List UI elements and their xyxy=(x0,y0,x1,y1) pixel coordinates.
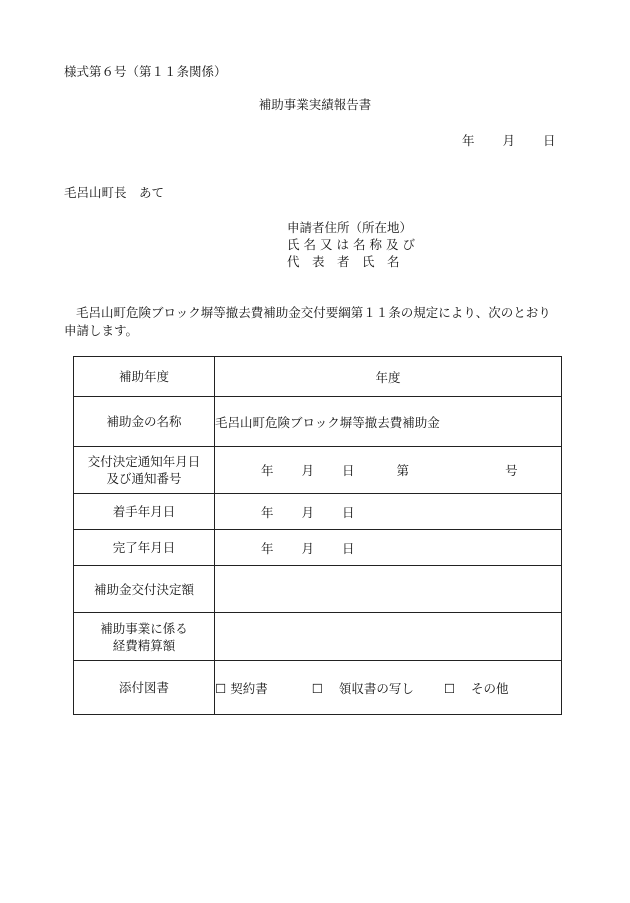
table-row xyxy=(74,357,562,397)
start-day: 日 xyxy=(342,504,355,520)
notice-month: 月 xyxy=(301,463,315,478)
grant-name-value: 毛呂山町危険ブロック塀等撤去費補助金 xyxy=(215,397,562,447)
body-paragraph: 毛呂山町危険ブロック塀等撤去費補助金交付要綱第１１条の規定により、次のとおり申請します。 xyxy=(64,305,551,338)
table-row xyxy=(74,661,562,715)
start-month: 月 xyxy=(301,504,315,520)
attachment-contract-label: 契約書 xyxy=(230,680,268,696)
fiscal-year-field[interactable]: 年度 xyxy=(215,357,562,397)
decision-notice-label-line1: 交付決定通知年月日 xyxy=(87,454,201,469)
start-date-label: 着手年月日 xyxy=(74,494,215,530)
notice-day: 日 xyxy=(342,463,355,478)
table-row xyxy=(74,530,562,566)
applicant-block xyxy=(287,219,419,270)
completion-month: 月 xyxy=(301,540,315,556)
decision-amount-field[interactable] xyxy=(215,566,562,613)
decision-amount-label: 補助金交付決定額 xyxy=(74,566,215,613)
start-date-field[interactable] xyxy=(215,494,562,530)
notice-go: 号 xyxy=(505,463,518,478)
completion-date-label: 完了年月日 xyxy=(74,530,215,566)
table-row xyxy=(74,566,562,613)
form-number: 様式第６号（第１１条関係） xyxy=(64,64,227,79)
decision-notice-field[interactable] xyxy=(215,447,562,494)
table-row xyxy=(74,397,562,447)
settlement-label-line1: 補助事業に係る xyxy=(100,620,188,636)
report-table xyxy=(73,356,562,715)
settlement-label-line2: 経費精算額 xyxy=(112,637,176,653)
document-title: 補助事業実績報告書 xyxy=(258,97,372,112)
table-row xyxy=(74,494,562,530)
table-row xyxy=(74,613,562,661)
date-day: 日 xyxy=(543,133,556,148)
checkbox-other[interactable]: ☐ xyxy=(443,680,456,696)
settlement-field[interactable] xyxy=(215,613,562,661)
report-date xyxy=(462,133,556,149)
decision-notice-label-line2: 及び通知番号 xyxy=(106,471,182,486)
completion-date-field[interactable] xyxy=(215,530,562,566)
addressee: 毛呂山町長 あて xyxy=(64,185,165,200)
grant-name-label: 補助金の名称 xyxy=(74,397,215,447)
date-month: 月 xyxy=(502,133,516,148)
notice-dai: 第 xyxy=(396,463,410,478)
attachments-field xyxy=(215,661,562,715)
applicant-name-label: 氏名又は名称及び xyxy=(287,237,420,252)
attachment-other-label: その他 xyxy=(471,680,509,696)
decision-notice-label xyxy=(74,447,215,494)
applicant-rep-label: 代 表 者 氏 名 xyxy=(287,254,400,269)
start-year: 年 xyxy=(261,504,274,520)
checkbox-contract[interactable]: ☐ xyxy=(215,680,227,696)
table-row xyxy=(74,447,562,494)
fiscal-year-label: 補助年度 xyxy=(74,357,215,397)
notice-year: 年 xyxy=(261,463,274,478)
completion-day: 日 xyxy=(342,540,355,556)
settlement-label xyxy=(74,613,215,661)
attachments-label: 添付図書 xyxy=(74,661,215,715)
checkbox-receipt[interactable]: ☐ xyxy=(311,680,323,696)
applicant-address-label: 申請者住所（所在地） xyxy=(287,220,413,235)
date-year: 年 xyxy=(462,133,475,148)
attachment-receipt-label: 領収書の写し xyxy=(338,680,414,696)
completion-year: 年 xyxy=(261,540,274,556)
